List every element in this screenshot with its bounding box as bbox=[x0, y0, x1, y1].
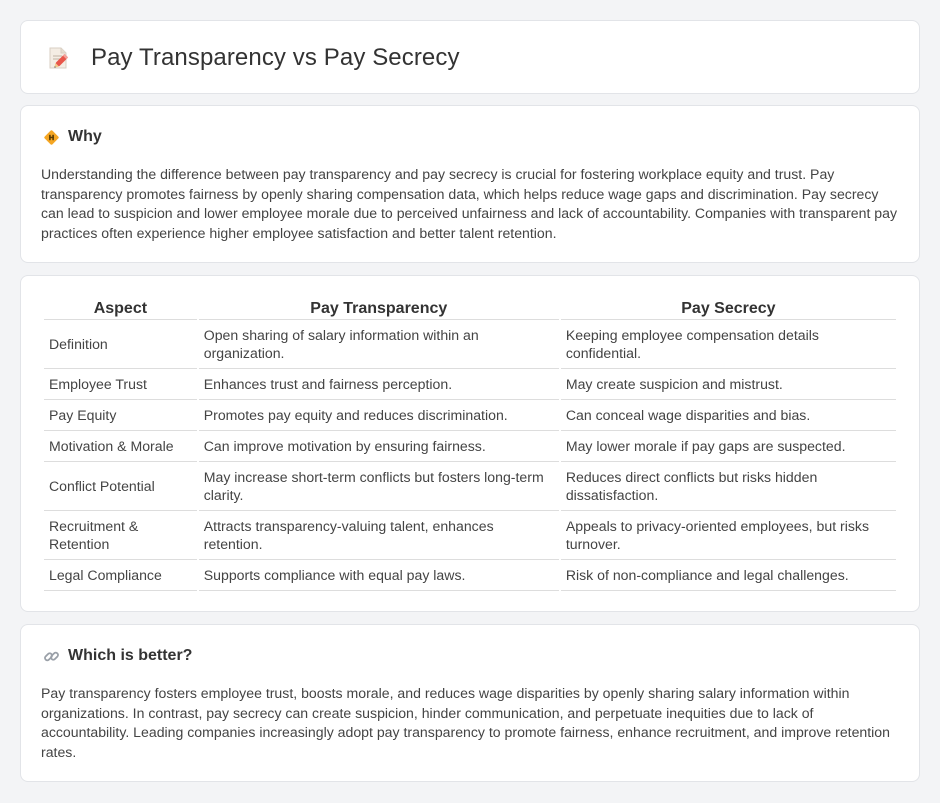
link-icon bbox=[43, 648, 60, 665]
why-heading: Why bbox=[68, 128, 102, 145]
transparency-cell: Attracts transparency-valuing talent, enhances retention. bbox=[199, 511, 559, 560]
table-row bbox=[44, 400, 896, 431]
secrecy-cell: Can conceal wage disparities and bias. bbox=[561, 400, 896, 431]
table-header-row bbox=[44, 296, 896, 320]
aspect-cell: Conflict Potential bbox=[44, 462, 197, 511]
table-row bbox=[44, 320, 896, 369]
why-card bbox=[20, 105, 920, 263]
secrecy-cell: Reduces direct conflicts but risks hidden dissatisfaction. bbox=[561, 462, 896, 511]
secrecy-cell: May create suspicion and mistrust. bbox=[561, 369, 896, 400]
diamond-signal-icon bbox=[43, 129, 60, 146]
secrecy-cell: Risk of non-compliance and legal challenges. bbox=[561, 560, 896, 591]
table-row bbox=[44, 511, 896, 560]
title-row bbox=[45, 21, 460, 95]
transparency-cell: Can improve motivation by ensuring fairness. bbox=[199, 431, 559, 462]
secrecy-cell: May lower morale if pay gaps are suspected. bbox=[561, 431, 896, 462]
why-heading-row bbox=[43, 128, 102, 146]
transparency-cell: Enhances trust and fairness perception. bbox=[199, 369, 559, 400]
document-pencil-icon bbox=[45, 45, 71, 71]
title-card bbox=[20, 20, 920, 94]
transparency-cell: Open sharing of salary information within an organization. bbox=[199, 320, 559, 369]
table-row bbox=[44, 369, 896, 400]
table-row bbox=[44, 431, 896, 462]
better-heading: Which is better? bbox=[68, 647, 193, 664]
page-title: Pay Transparency vs Pay Secrecy bbox=[91, 44, 460, 71]
header-pay-transparency: Pay Transparency bbox=[199, 296, 559, 320]
table-row bbox=[44, 560, 896, 591]
aspect-cell: Recruitment & Retention bbox=[44, 511, 197, 560]
why-text: Understanding the difference between pay transparency and pay secrecy is crucial for fostering workplace equity and trust. Pay transparency promotes fairness by openly sharing compensation data, which helps reduce wage gaps and discrimination. Pay secrecy can lead to suspicion and lower employee morale due to perceived unfairness and lack of accountability. Companies with transparent pay practices often experience higher employee satisfaction and better talent retention. bbox=[41, 166, 898, 241]
comparison-table bbox=[42, 296, 898, 591]
better-heading-row bbox=[43, 647, 192, 665]
aspect-cell: Legal Compliance bbox=[44, 560, 197, 591]
header-aspect: Aspect bbox=[44, 296, 197, 320]
table-row bbox=[44, 462, 896, 511]
secrecy-cell: Keeping employee compensation details confidential. bbox=[561, 320, 896, 369]
aspect-cell: Employee Trust bbox=[44, 369, 197, 400]
which-is-better-card bbox=[20, 624, 920, 782]
secrecy-cell: Appeals to privacy-oriented employees, but risks turnover. bbox=[561, 511, 896, 560]
aspect-cell: Definition bbox=[44, 320, 197, 369]
aspect-cell: Pay Equity bbox=[44, 400, 197, 431]
better-text: Pay transparency fosters employee trust, boosts morale, and reduces wage disparities by openly sharing salary information within organizations. In contrast, pay secrecy can create suspicion, hinder communication, and perpetuate inequities due to lack of accountability. Leading companies increasingly adopt pay transparency to promote fairness, enhance recruitment, and improve retention rates. bbox=[41, 685, 890, 760]
transparency-cell: Supports compliance with equal pay laws. bbox=[199, 560, 559, 591]
header-pay-secrecy: Pay Secrecy bbox=[561, 296, 896, 320]
transparency-cell: Promotes pay equity and reduces discrimination. bbox=[199, 400, 559, 431]
transparency-cell: May increase short-term conflicts but fosters long-term clarity. bbox=[199, 462, 559, 511]
aspect-cell: Motivation & Morale bbox=[44, 431, 197, 462]
comparison-card bbox=[20, 275, 920, 612]
